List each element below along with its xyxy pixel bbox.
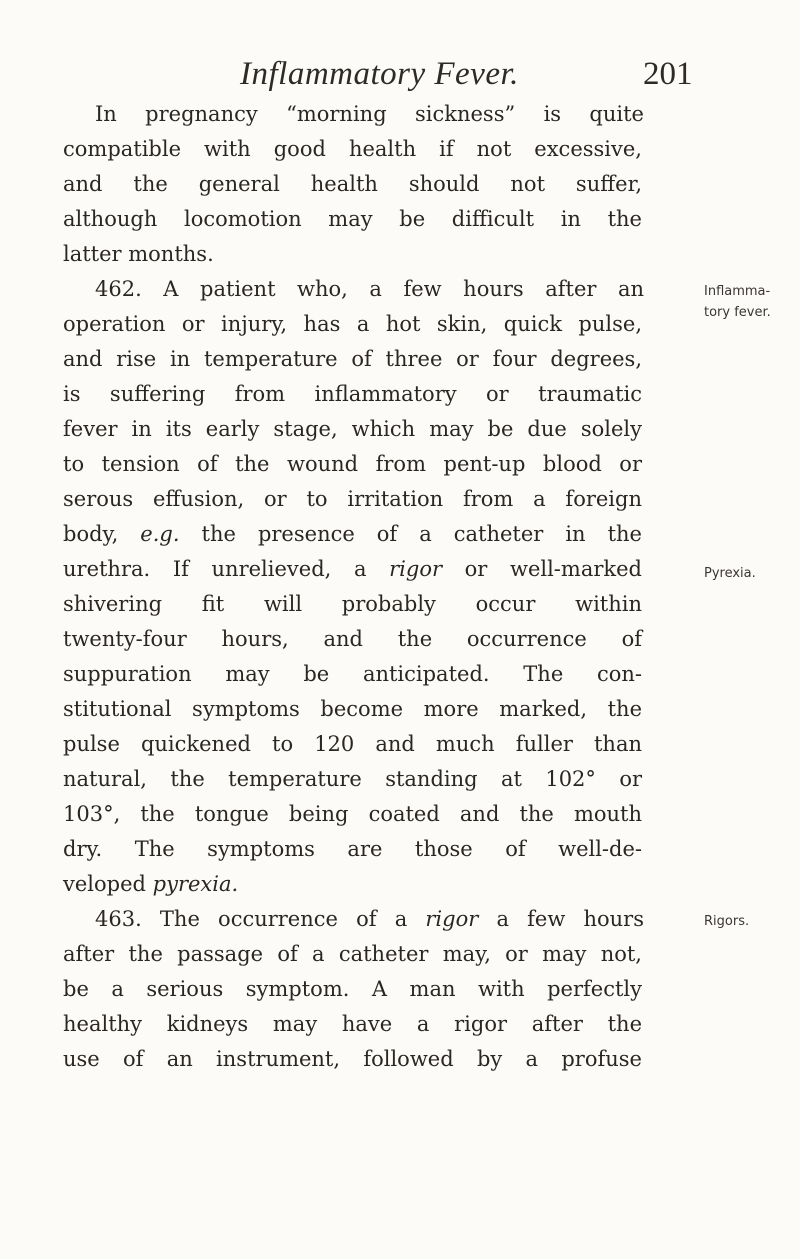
text-line: and rise in temperature of three or four degrees,: [63, 347, 642, 371]
text-segment: 463. The occurrence of a: [95, 907, 408, 931]
text-line: although locomotion may be difficult in the: [63, 207, 642, 231]
margin-note-inflammatory-fever: Inflamma-: [704, 284, 771, 299]
text-line: [95, 905, 644, 933]
text-line: [63, 555, 642, 583]
text-segment: the presence of a catheter in the: [201, 522, 642, 546]
text-line: after the passage of a catheter may, or may not,: [63, 942, 642, 966]
text-line: use of an instrument, followed by a profuse: [63, 1047, 642, 1071]
text-segment-italic: rigor: [389, 557, 443, 581]
text-line: [63, 870, 238, 898]
page-number: 201: [643, 56, 693, 92]
text-line: [63, 520, 642, 548]
text-segment-italic: pyrexia.: [152, 872, 239, 896]
text-line: latter months.: [63, 242, 214, 266]
text-segment: urethra. If unrelieved, a: [63, 557, 367, 581]
text-line: natural, the temperature standing at 102° or: [63, 767, 642, 791]
margin-note-inflammatory-fever-cont: tory fever.: [704, 305, 771, 320]
text-line: be a serious symptom. A man with perfectly: [63, 977, 642, 1001]
margin-note-pyrexia: Pyrexia.: [704, 566, 756, 581]
text-line: In pregnancy “morning sickness” is quite: [95, 102, 644, 126]
text-line: suppuration may be anticipated. The con-: [63, 662, 642, 686]
text-segment: veloped: [63, 872, 146, 896]
margin-note-rigors: Rigors.: [704, 914, 750, 929]
text-line: dry. The symptoms are those of well-de-: [63, 837, 642, 861]
text-line: pulse quickened to 120 and much fuller than: [63, 732, 642, 756]
text-line: 462. A patient who, a few hours after an: [95, 277, 644, 301]
text-line: healthy kidneys may have a rigor after the: [63, 1012, 642, 1036]
text-segment-italic: rigor: [425, 907, 479, 931]
text-line: fever in its early stage, which may be due solely: [63, 417, 642, 441]
running-title: Inflammatory Fever.: [240, 56, 519, 92]
text-segment: or well-marked: [464, 557, 642, 581]
text-segment: a few hours: [496, 907, 644, 931]
text-line: 103°, the tongue being coated and the mouth: [63, 802, 642, 826]
text-line: operation or injury, has a hot skin, quick pulse,: [63, 312, 642, 336]
text-line: to tension of the wound from pent-up blood or: [63, 452, 642, 476]
text-segment: body,: [63, 522, 119, 546]
text-segment-italic: e.g.: [140, 522, 180, 546]
text-line: and the general health should not suffer,: [63, 172, 642, 196]
text-line: stitutional symptoms become more marked, the: [63, 697, 642, 721]
text-line: is suffering from inflammatory or traumatic: [63, 382, 642, 406]
text-line: twenty-four hours, and the occurrence of: [63, 627, 642, 651]
text-line: compatible with good health if not excessive,: [63, 137, 642, 161]
text-line: serous effusion, or to irritation from a foreign: [63, 487, 642, 511]
text-line: shivering fit will probably occur within: [63, 592, 642, 616]
